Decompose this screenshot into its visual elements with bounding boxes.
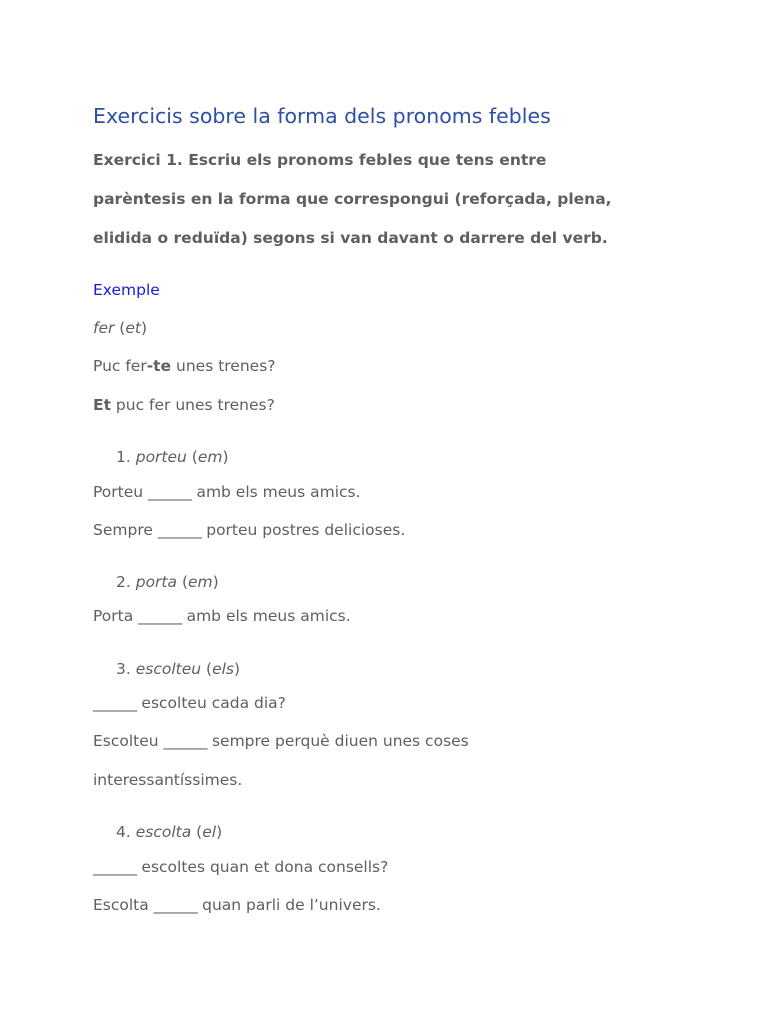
answer-blank[interactable]: ______ — [93, 694, 137, 712]
text: Puc fer — [93, 357, 147, 375]
item-pronoun: em — [188, 573, 213, 591]
answer-blank[interactable]: ______ — [153, 896, 198, 914]
text: quan parli de l’univers. — [197, 896, 381, 914]
item-verb: escolta — [135, 823, 192, 841]
text: amb els meus amics. — [191, 483, 361, 501]
item-pronoun: em — [197, 448, 223, 466]
item-heading-1: 1. porteu (em) — [116, 448, 229, 466]
answer-blank[interactable]: ______ — [93, 858, 137, 876]
bold-pronoun: -te — [146, 357, 172, 375]
answer-blank[interactable]: ______ — [163, 732, 208, 750]
item-4-sentence-1 — [93, 858, 388, 876]
item-heading-4: 4. escolta (el) — [116, 823, 223, 841]
instruction-line-1: Exercici 1. Escriu els pronoms febles que tens entre — [93, 151, 547, 169]
text: unes trenes? — [171, 357, 276, 375]
item-heading-3: 3. escolteu (els) — [116, 660, 241, 678]
answer-blank[interactable]: ______ — [148, 483, 192, 501]
text: Sempre — [93, 521, 158, 539]
bold-pronoun: Et — [93, 396, 111, 414]
answer-blank[interactable]: ______ — [157, 521, 202, 539]
text: sempre perquè diuen unes coses — [207, 732, 469, 750]
text: Escolta — [93, 896, 154, 914]
text: escolteu cada dia? — [136, 694, 286, 712]
text: Escolteu — [93, 732, 164, 750]
item-heading-2: 2. porta (em) — [116, 573, 219, 591]
example-sentence-1 — [93, 357, 276, 375]
text: Porta — [93, 607, 139, 625]
text: Porteu — [93, 483, 149, 501]
item-number: 4. — [116, 823, 131, 841]
item-verb: porta — [135, 573, 178, 591]
text: puc fer unes trenes? — [111, 396, 275, 414]
item-1-sentence-2 — [93, 521, 405, 539]
example-heading: Exemple — [93, 281, 160, 299]
example-verb: fer — [93, 319, 115, 337]
item-3-sentence-1 — [93, 694, 286, 712]
item-1-sentence-1 — [93, 483, 361, 501]
item-pronoun: el — [202, 823, 217, 841]
example-verb-line: fer (et) — [93, 319, 148, 337]
item-pronoun: els — [212, 660, 235, 678]
example-sentence-2 — [93, 396, 275, 414]
page-title: Exercicis sobre la forma dels pronoms febles — [93, 104, 551, 128]
item-verb: porteu — [135, 448, 187, 466]
item-number: 3. — [116, 660, 131, 678]
item-number: 2. — [116, 573, 131, 591]
text: amb els meus amics. — [181, 607, 351, 625]
item-verb: escolteu — [135, 660, 202, 678]
item-4-sentence-2 — [93, 896, 381, 914]
text: escoltes quan et dona consells? — [136, 858, 389, 876]
instruction-line-3: elidida o reduïda) segons si van davant o darrere del verb. — [93, 229, 608, 247]
item-2-sentence-1 — [93, 607, 351, 625]
text: porteu postres delicioses. — [201, 521, 406, 539]
item-number: 1. — [116, 448, 131, 466]
item-3-sentence-2 — [93, 732, 469, 750]
item-3-sentence-2-continuation: interessantíssimes. — [93, 771, 243, 789]
instruction-line-2: parèntesis en la forma que correspongui (reforçada, plena, — [93, 190, 612, 208]
answer-blank[interactable]: ______ — [138, 607, 182, 625]
example-pronoun: et — [125, 319, 141, 337]
